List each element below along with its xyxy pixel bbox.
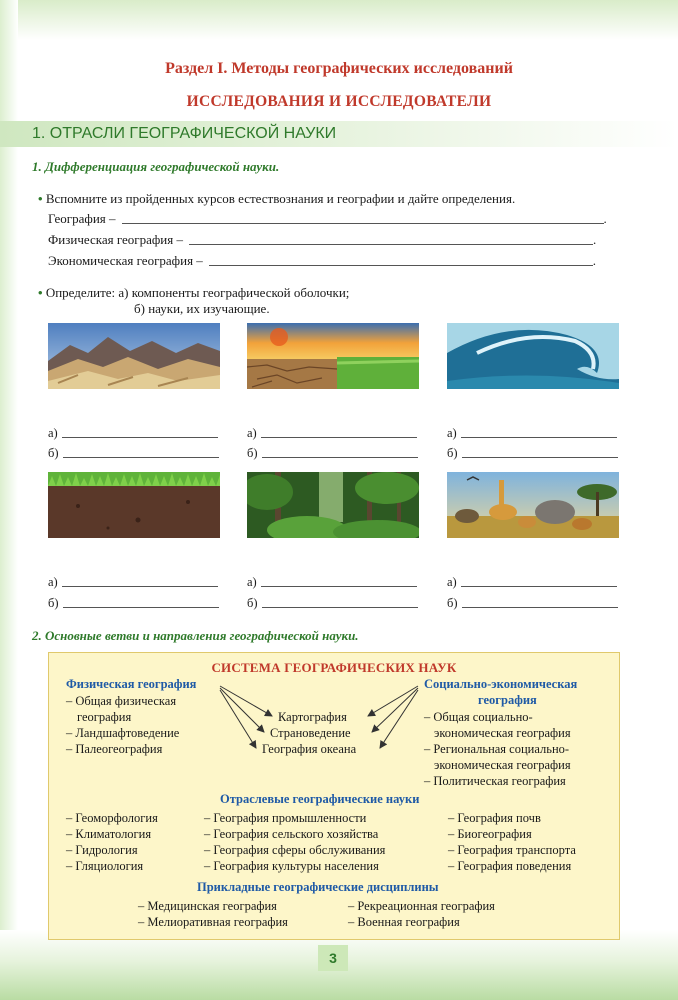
branch-item: – Биогеография (448, 827, 532, 841)
section-title: Раздел I. Методы географических исследований (165, 60, 513, 77)
social-item: – Общая социально- (424, 710, 533, 724)
physical-item: – Общая физическая (66, 694, 177, 708)
social-item: – Региональная социально- (424, 742, 570, 756)
answer-a-label: а) (447, 426, 457, 440)
branch-item: – География сферы обслуживания (204, 843, 386, 857)
branch-item: – География промышленности (204, 811, 367, 825)
system-title: СИСТЕМА ГЕОГРАФИЧЕСКИХ НАУК (211, 660, 457, 675)
task-identify-line1: Определите: а) компоненты географической оболочки; (45, 285, 350, 300)
chapter-title: 1. ОТРАСЛИ ГЕОГРАФИЧЕСКОЙ НАУКИ (32, 125, 337, 142)
answer-a-label: а) (247, 575, 257, 589)
answer-b-label: б) (247, 446, 258, 460)
answer-b-label: б) (447, 596, 458, 610)
period: . (592, 253, 597, 268)
period: . (592, 232, 597, 247)
answer-a-label: а) (48, 575, 58, 589)
applied-item: – Мелиоративная география (138, 915, 288, 929)
social-item: экономическая география (434, 758, 571, 772)
branch-item: – География поведения (448, 859, 572, 873)
definition-label: География – (48, 211, 116, 226)
physical-item: – Палеогеография (66, 742, 163, 756)
social-geography-heading: Социально-экономическая (424, 677, 578, 691)
bullet-icon: • (38, 191, 43, 206)
page-number: 3 (318, 945, 348, 971)
subheading-branches: 2. Основные ветви и направления географической науки. (32, 628, 359, 643)
branch-item: – Геоморфология (66, 811, 158, 825)
period: . (603, 211, 607, 226)
definition-label: Экономическая география – (48, 253, 203, 268)
task-definitions-text: Вспомните из пройденных курсов естествознания и географии и дайте определения. (45, 191, 516, 206)
applied-disciplines-heading: Прикладные географические дисциплины (197, 880, 439, 894)
applied-item: – Медицинская география (138, 899, 277, 913)
social-item: экономическая география (434, 726, 571, 740)
definition-label: Физическая география – (48, 232, 183, 247)
social-geography-heading-2: география (478, 693, 537, 707)
branch-item: – Гидрология (66, 843, 138, 857)
topic-title: ИССЛЕДОВАНИЯ И ИССЛЕДОВАТЕЛИ (186, 93, 492, 110)
branch-item: – География культуры населения (204, 859, 379, 873)
answer-b-label: б) (48, 596, 59, 610)
branch-item: – География транспорта (448, 843, 576, 857)
subheading-differentiation: 1. Дифференциация географической науки. (32, 159, 280, 174)
branch-sciences-heading: Отраслевые географические науки (220, 792, 420, 806)
applied-item: – Рекреационная география (348, 899, 495, 913)
branch-item: – География почв (448, 811, 541, 825)
branch-item: – География сельского хозяйства (204, 827, 379, 841)
social-item: – Политическая география (424, 774, 566, 788)
physical-item: – Ландшафтоведение (66, 726, 180, 740)
answer-a-label: а) (48, 426, 58, 440)
applied-item: – Военная география (348, 915, 460, 929)
physical-geography-heading: Физическая география (66, 677, 197, 691)
answer-b-label: б) (447, 446, 458, 460)
branch-item: – Гляциология (66, 859, 144, 873)
answer-a-label: а) (447, 575, 457, 589)
center-item: Картография (278, 710, 347, 724)
task-identify-line2: б) науки, их изучающие. (134, 301, 270, 316)
answer-a-label: а) (247, 426, 257, 440)
answer-b-label: б) (48, 446, 59, 460)
answer-b-label: б) (247, 596, 258, 610)
branch-item: – Климатология (66, 827, 152, 841)
center-item: География океана (262, 742, 357, 756)
physical-item: география (77, 710, 132, 724)
center-item: Страноведение (270, 726, 351, 740)
bullet-icon: • (38, 285, 43, 300)
